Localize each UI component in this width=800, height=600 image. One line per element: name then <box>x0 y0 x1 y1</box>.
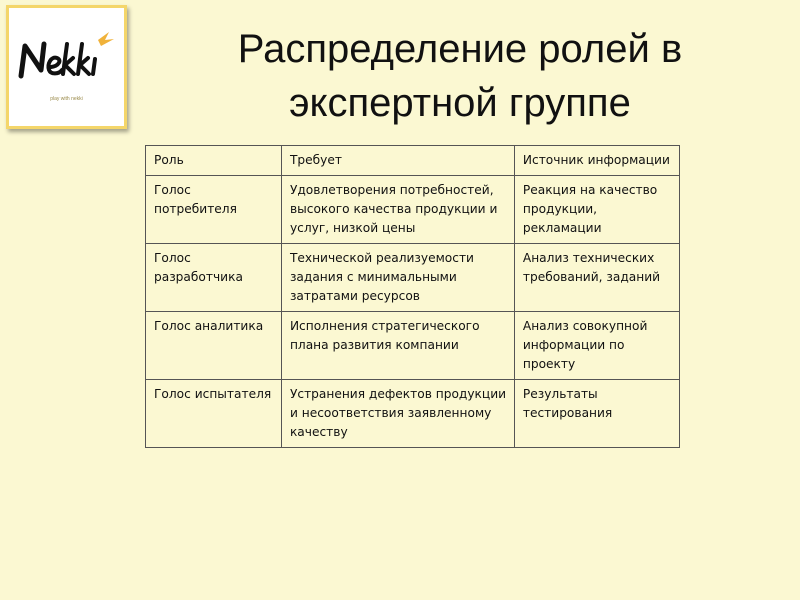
cell-requires: Исполнения стратегического плана развития компании <box>281 312 514 380</box>
header-source: Источник информации <box>514 146 679 176</box>
table-header-row <box>146 146 680 176</box>
table-row <box>146 312 680 380</box>
cell-role: Голос разработчика <box>146 244 282 312</box>
table-row <box>146 176 680 244</box>
cell-role: Голос испытателя <box>146 380 282 448</box>
slide-title: Распределение ролей в экспертной группе <box>237 27 683 125</box>
cell-source: Анализ совокупной информации по проекту <box>514 312 679 380</box>
cell-role: Голос аналитика <box>146 312 282 380</box>
logo-tagline: play with nekki <box>50 96 83 102</box>
header-requires: Требует <box>281 146 514 176</box>
cell-source: Анализ технических требований, заданий <box>514 244 679 312</box>
cell-requires: Устранения дефектов продукции и несоответствия заявленному качеству <box>281 380 514 448</box>
table-row <box>146 380 680 448</box>
cell-requires: Удовлетворения потребностей, высокого качества продукции и услуг, низкой цены <box>281 176 514 244</box>
nekki-logo-mark <box>15 30 120 90</box>
cell-role: Голос потребителя <box>146 176 282 244</box>
roles-table <box>145 145 680 448</box>
table-row <box>146 244 680 312</box>
header-role: Роль <box>146 146 282 176</box>
cell-requires: Технической реализуемости задания с минимальными затратами ресурсов <box>281 244 514 312</box>
nekki-logo <box>6 5 127 129</box>
cell-source: Результаты тестирования <box>514 380 679 448</box>
cell-source: Реакция на качество продукции, рекламации <box>514 176 679 244</box>
